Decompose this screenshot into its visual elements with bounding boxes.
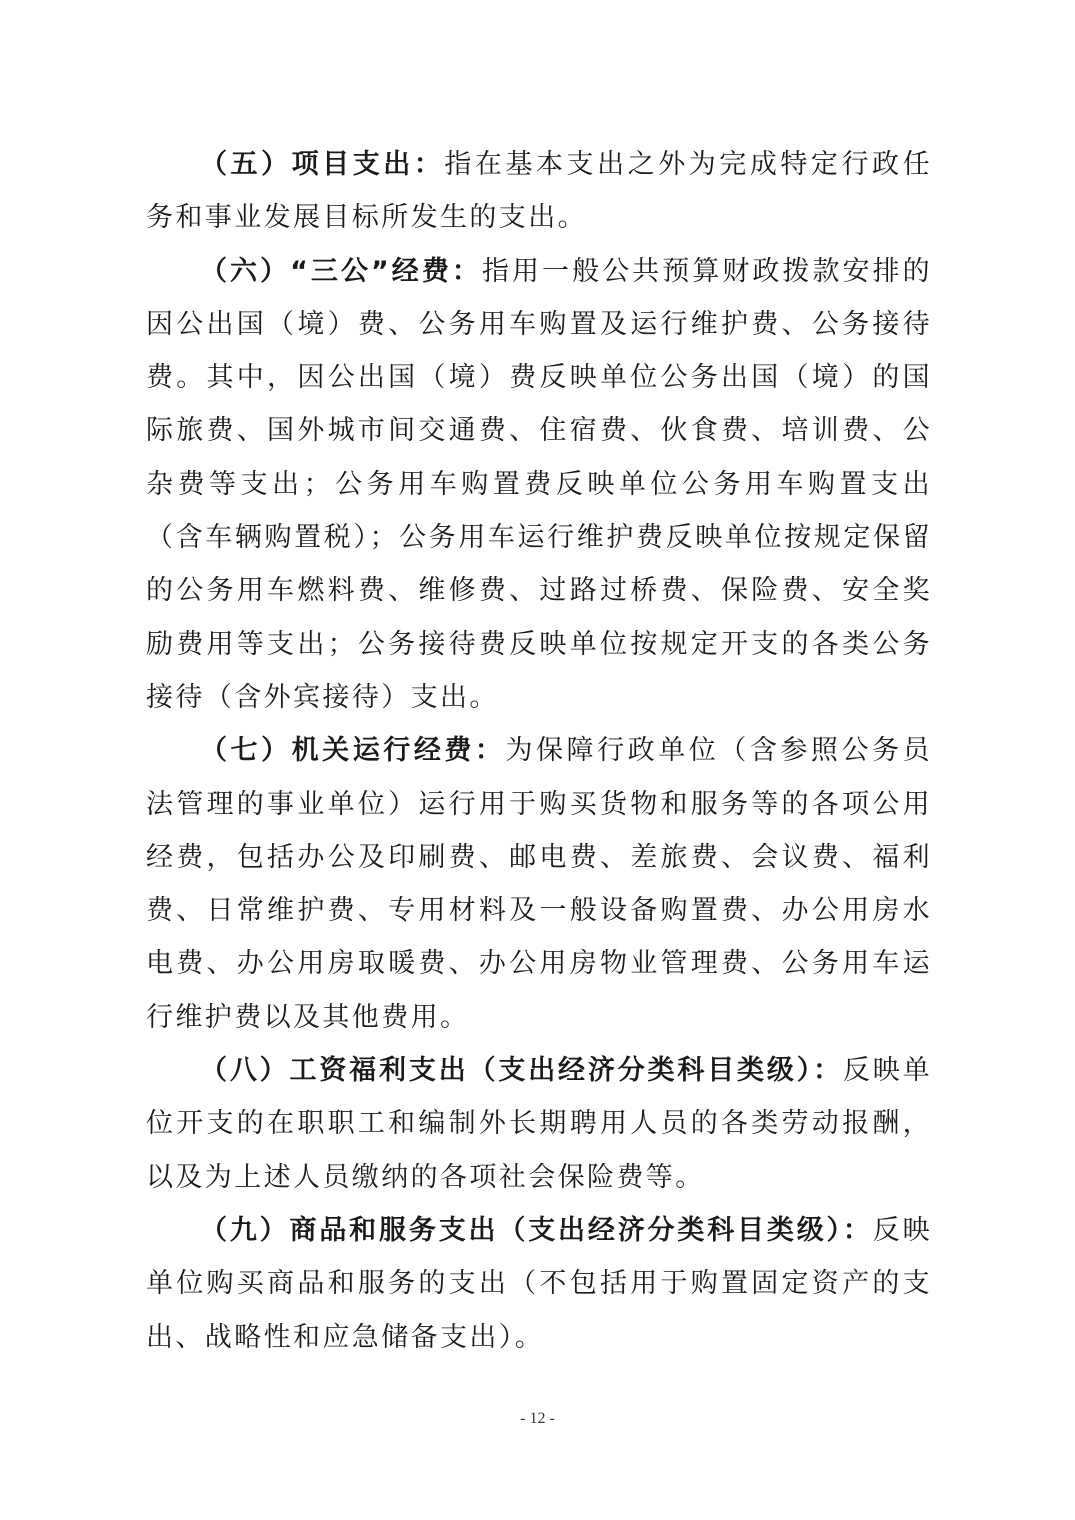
term-separator: ：: [842, 1214, 873, 1246]
paragraph-wages-welfare-expenditure: [146, 1044, 932, 1204]
document-body: [146, 138, 932, 1364]
paragraph-term: （八）工资福利支出（支出经济分类科目类级）: [200, 1055, 814, 1087]
paragraph-text: 为保障行政单位（含参照公务员法管理的事业单位）运行用于购买货物和服务等的各项公用经费，包括办公及印刷费、邮电费、差旅费、会议费、福利费、日常维护费、专用材料及一般设备购置费、办公用房水电费、办公用房取暖费、办公用房物业管理费、公务用车运行维护费以及其他费用。: [146, 735, 932, 1033]
paragraph-term: （五）项目支出: [200, 149, 414, 180]
paragraph-goods-services-expenditure: [146, 1204, 932, 1364]
paragraph-term: （六）“三公”经费: [200, 255, 452, 287]
paragraph-term: （七）机关运行经费: [200, 735, 475, 767]
paragraph-text: 指用一般公共预算财政拨款安排的因公出国（境）费、公务用车购置及运行维护费、公务接待费。其中，因公出国（境）费反映单位公务出国（境）的国际旅费、国外城市间交通费、住宿费、伙食费、培训费、公杂费等支出；公务用车购置费反映单位公务用车购置支出（含车辆购置税）；公务用车运行维护费反映单位按规定保留的公务用车燃料费、维修费、过路过桥费、保险费、安全奖励费用等支出；公务接待费反映单位按规定开支的各类公务接待（含外宾接待）支出。: [146, 255, 932, 713]
term-separator: ：: [474, 735, 506, 767]
page-number: - 12 -: [520, 1410, 555, 1427]
paragraph-project-expenditure: [146, 138, 932, 245]
paragraph-text: 指在基本支出之外为完成特定行政任务和事业发展目标所发生的支出。: [146, 149, 932, 234]
term-separator: ：: [813, 1055, 843, 1087]
term-separator: ：: [413, 149, 445, 180]
paragraph-term: （九）商品和服务支出（支出经济分类科目类级）: [200, 1214, 843, 1246]
paragraph-three-public-expenses: [146, 245, 932, 725]
paragraph-text: 反映单位开支的在职职工和编制外长期聘用人员的各类劳动报酬，以及为上述人员缴纳的各项社会保险费等。: [146, 1055, 932, 1193]
paragraph-text: 反映单位购买商品和服务的支出（不包括用于购置固定资产的支出、战略性和应急储备支出）。: [146, 1214, 932, 1353]
paragraph-agency-operating-expenses: [146, 724, 932, 1044]
term-separator: ：: [451, 255, 482, 287]
